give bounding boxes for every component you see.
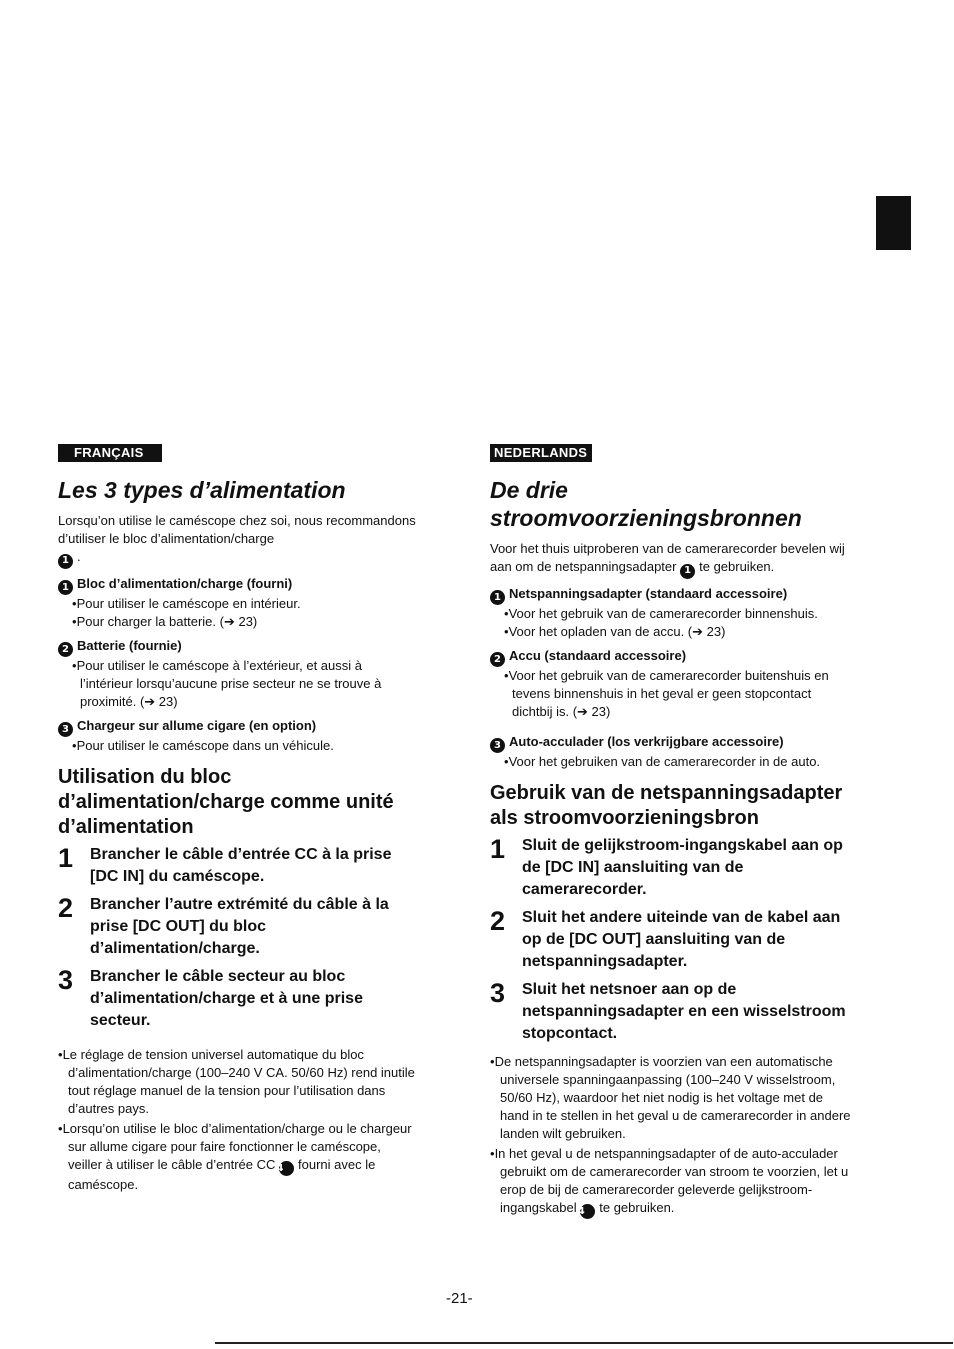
intro-text-nl: Voor het thuis uitproberen van de camerarecorder bevelen wij aan om de netspanningsadapter (490, 541, 845, 574)
step-number: 2 (490, 905, 506, 936)
step-number: 1 (490, 833, 506, 864)
step-number: 3 (58, 964, 74, 995)
step-text: Sluit het netsnoer aan op de netspanningsadapter en een wisselstroom stopcontact. (522, 980, 846, 1042)
step-text: Sluit het andere uiteinde van de kabel aan op de [DC OUT] aansluiting van de netspanningsadapter. (522, 908, 841, 970)
page-title-nl (490, 476, 855, 532)
page-number: -21- (446, 1290, 473, 1307)
item-title (58, 717, 418, 737)
item-title (490, 647, 855, 667)
bullet-text: • Pour utiliser le caméscope à l’extérieur, et aussi à l’intérieur lorsqu’aucune prise secteur ne se trouve à proximité. (➔ 23) (58, 657, 418, 711)
intro-text-fr: Lorsqu’on utilise le caméscope chez soi, nous recommandons d’utiliser le bloc d’alimentation/charge (58, 513, 416, 546)
number-4-badge-icon: 4 (580, 1204, 595, 1219)
note-text-2 (58, 1120, 418, 1195)
item-title-text: Accu (standaard accessoire) (509, 647, 687, 663)
step-number: 1 (58, 842, 74, 873)
bullet-text: • Pour charger la batterie. (➔ 23) (58, 613, 418, 631)
step (58, 894, 418, 960)
dutch-column (490, 444, 855, 1219)
power-source-item (490, 647, 855, 721)
number-4-badge-icon: 4 (279, 1161, 294, 1176)
item-title-text: Bloc d’alimentation/charge (fourni) (77, 575, 293, 591)
item-title (58, 575, 418, 595)
step-number: 3 (490, 977, 506, 1008)
intro-nl (490, 540, 855, 579)
section-marker-tab (876, 196, 911, 250)
note-2-end: te gebruiken. (599, 1199, 675, 1215)
bullet-text: • Voor het gebruiken van de camerarecorder in de auto. (490, 753, 855, 771)
item-title-text: Chargeur sur allume cigare (en option) (77, 717, 317, 733)
power-source-item (58, 575, 418, 631)
section-heading-nl: Gebruik van de netspanningsadapter als stroomvoorzieningsbron (490, 781, 843, 829)
note-2-end: fourni avec le caméscope. (68, 1156, 376, 1192)
step-number: 2 (58, 892, 74, 923)
page-title-fr: Les 3 types d’alimentation (58, 477, 346, 503)
power-source-item (490, 733, 855, 771)
note-text: • Le réglage de tension universel automatique du bloc d’alimentation/charge (100–240 V CA. 50/60 Hz) rend inutile tout réglage manuel de la tension pour l’utilisation dans d’autres pays. (58, 1046, 418, 1118)
step (490, 979, 855, 1045)
bullet-text: • Voor het opladen van de accu. (➔ 23) (490, 623, 855, 641)
language-label-fr: FRANÇAIS (58, 444, 162, 462)
number-2-badge-icon: 2 (490, 652, 505, 667)
item-title-text: Batterie (fournie) (77, 637, 182, 653)
number-1-badge-icon: 1 (58, 554, 73, 569)
bullet-text: • Pour utiliser le caméscope dans un véhicule. (58, 737, 418, 755)
french-column (58, 444, 418, 1194)
item-title (490, 585, 855, 605)
number-1-badge-icon: 1 (58, 580, 73, 595)
number-1-badge-icon: 1 (490, 590, 505, 605)
number-3-badge-icon: 3 (490, 738, 505, 753)
title-line-1: De drie (490, 477, 568, 503)
power-source-item (490, 585, 855, 641)
intro-end-fr: . (77, 549, 81, 564)
item-title-text: Netspanningsadapter (standaard accessoire) (509, 585, 788, 601)
note-text-2 (490, 1145, 855, 1220)
step (490, 835, 855, 901)
intro-fr (58, 512, 418, 569)
number-2-badge-icon: 2 (58, 642, 73, 657)
number-3-badge-icon: 3 (58, 722, 73, 737)
item-title (490, 733, 855, 753)
step (58, 844, 418, 888)
language-label-nl: NEDERLANDS (490, 444, 592, 462)
item-title-text: Auto-acculader (los verkrijgbare accessoire) (509, 733, 784, 749)
section-heading-fr: Utilisation du bloc d’alimentation/charge comme unité d’alimentation (58, 765, 394, 838)
step-text: Sluit de gelijkstroom-ingangskabel aan op de [DC IN] aansluiting van de camerarecorder. (522, 836, 843, 898)
bullet-text: • Voor het gebruik van de camerarecorder buitenshuis en tevens binnenshuis in het geval er geen stopcontact dichtbij is. (➔ 23) (490, 667, 855, 721)
title-line-2: stroomvoorzieningsbronnen (490, 505, 802, 531)
note-text: • De netspanningsadapter is voorzien van een automatische universele spanningaanpassing (100–240 V wisselstroom, 50/60 Hz), waardoor het niet nodig is het voltage met de hand in te stellen in het geval u de camerarecorder in andere landen wilt gebruiken. (490, 1053, 855, 1143)
bottom-divider (215, 1342, 953, 1344)
note-2-text: In het geval u de netspanningsadapter of de auto-acculader gebruikt om de camerarecorder van stroom te voorzien, let u erop de bij de camerarecorder geleverde gelijkstroom-ingangskabel (494, 1145, 849, 1215)
step-text: Brancher le câble secteur au bloc d’alimentation/charge et à une prise secteur. (90, 967, 363, 1029)
bullet-text: • Voor het gebruik van de camerarecorder binnenshuis. (490, 605, 855, 623)
note-2-text: Lorsqu’on utilise le bloc d’alimentation/charge ou le chargeur sur allume cigare pour faire fonctionner le caméscope, veiller à utiliser le câble d’entrée CC (62, 1120, 412, 1172)
power-source-item (58, 717, 418, 755)
step (490, 907, 855, 973)
step (58, 966, 418, 1032)
step-text: Brancher l’autre extrémité du câble à la prise [DC OUT] du bloc d’alimentation/charge. (90, 895, 389, 957)
power-source-item (58, 637, 418, 711)
bullet-text: • Pour utiliser le caméscope en intérieur. (58, 595, 418, 613)
step-text: Brancher le câble d’entrée CC à la prise [DC IN] du caméscope. (90, 845, 392, 885)
number-1-badge-icon: 1 (680, 564, 695, 579)
item-title (58, 637, 418, 657)
intro-end-nl: te gebruiken. (699, 559, 775, 574)
